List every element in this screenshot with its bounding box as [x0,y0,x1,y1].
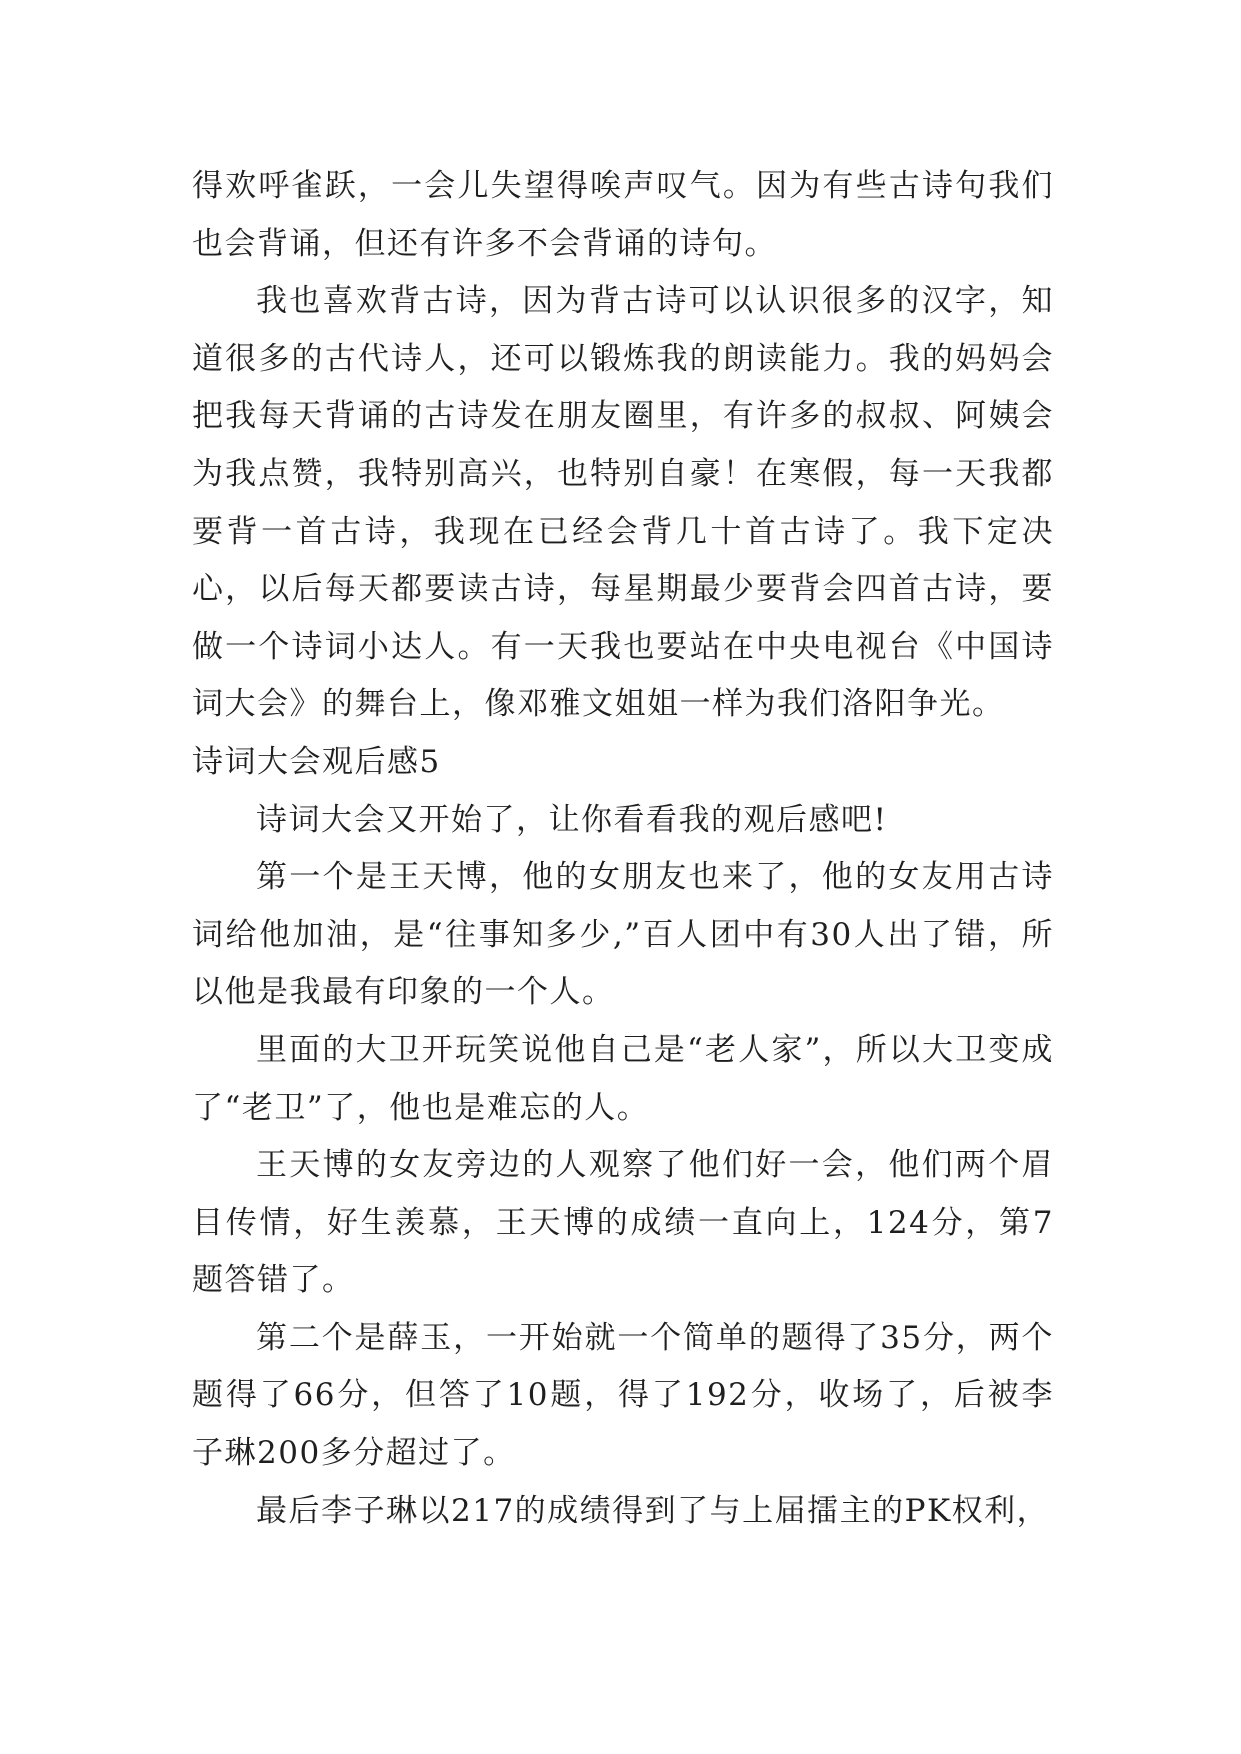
section-heading: 诗词大会观后感5 [192,743,441,780]
paragraph-david: 里面的大卫开玩笑说他自己是“老人家”，所以大卫变成了“老卫”了，他也是难忘的人。 [192,1031,1054,1126]
paragraph-continuation: 得欢呼雀跃，一会儿失望得唉声叹气。因为有些古诗句我们也会背诵，但还有许多不会背诵的诗句。 [192,168,1054,262]
document-body [192,158,1054,1540]
paragraph-wang-tianbo: 第一个是王天博，他的女朋友也来了，他的女友用古诗词给他加油，是“往事知多少,”百人团中有30人出了错，所以他是我最有印象的一个人。 [192,859,1054,1011]
paragraph-intro: 诗词大会又开始了，让你看看我的观后感吧! [256,801,888,838]
paragraph-girlfriend: 王天博的女友旁边的人观察了他们好一会，他们两个眉目传情，好生羡慕，王天博的成绩一直向上，124分，第7题答错了。 [192,1147,1054,1299]
paragraph-reciting-poems: 我也喜欢背古诗，因为背古诗可以认识很多的汉字，知道很多的古代诗人，还可以锻炼我的朗读能力。我的妈妈会把我每天背诵的古诗发在朋友圈里，有许多的叔叔、阿姨会为我点赞，我特别高兴，也特别自豪！在寒假，每一天我都要背一首古诗，我现在已经会背几十首古诗了。我下定决心，以后每天都要读古诗，每星期最少要背会四首古诗，要做一个诗词小达人。有一天我也要站在中央电视台《中国诗词大会》的舞台上，像邓雅文姐姐一样为我们洛阳争光。 [192,283,1054,723]
paragraph-li-zilin: 最后李子琳以217的成绩得到了与上届擂主的PK权利， [256,1492,1050,1529]
paragraph-xue-yu: 第二个是薛玉，一开始就一个简单的题得了35分，两个题得了66分，但答了10题，得了192分，收场了，后被李子琳200多分超过了。 [192,1319,1054,1472]
